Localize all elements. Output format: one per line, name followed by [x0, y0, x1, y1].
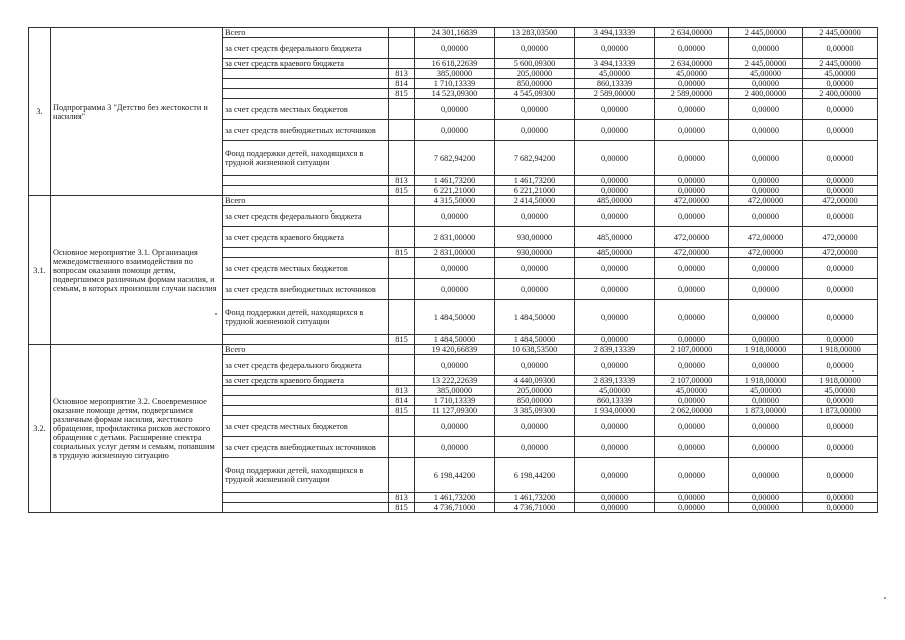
funding-source: Фонд поддержки детей, находящихся в трудной жизненной ситуации [223, 300, 389, 335]
amount-cell: 1 484,50000 [495, 300, 575, 335]
amount-cell: 0,00000 [803, 458, 878, 493]
amount-cell: 1 918,00000 [803, 376, 878, 386]
funding-source [223, 79, 389, 89]
table-body [29, 28, 878, 513]
agency-code: 815 [389, 248, 415, 258]
amount-cell: 0,00000 [729, 38, 803, 59]
agency-code [389, 437, 415, 458]
amount-cell: 0,00000 [655, 141, 729, 176]
amount-cell: 2 414,50000 [495, 196, 575, 206]
amount-cell: 0,00000 [655, 176, 729, 186]
agency-code: 814 [389, 396, 415, 406]
amount-cell: 0,00000 [803, 355, 878, 376]
funding-source [223, 493, 389, 503]
amount-cell: 2 589,00000 [655, 89, 729, 99]
amount-cell: 205,00000 [495, 69, 575, 79]
amount-cell: 0,00000 [655, 186, 729, 196]
funding-source: за счет средств внебюджетных источников [223, 437, 389, 458]
amount-cell: 1 873,00000 [803, 406, 878, 416]
funding-source [223, 386, 389, 396]
amount-cell: 1 918,00000 [729, 345, 803, 355]
agency-code [389, 376, 415, 386]
amount-cell: 1 461,73200 [495, 176, 575, 186]
amount-cell: 0,00000 [655, 335, 729, 345]
funding-source [223, 248, 389, 258]
amount-cell: 0,00000 [729, 396, 803, 406]
budget-table [28, 27, 878, 513]
amount-cell: 0,00000 [575, 120, 655, 141]
amount-cell: 2 445,00000 [729, 28, 803, 38]
amount-cell: 45,00000 [575, 69, 655, 79]
amount-cell: 2 589,00000 [575, 89, 655, 99]
amount-cell: 850,00000 [495, 396, 575, 406]
agency-code [389, 258, 415, 279]
program-name: Подпрограмма 3 "Детство без жестокости и насилия" [51, 28, 223, 196]
amount-cell: 0,00000 [415, 258, 495, 279]
amount-cell: 0,00000 [803, 176, 878, 186]
amount-cell: 860,13339 [575, 396, 655, 406]
funding-source: за счет средств местных бюджетов [223, 258, 389, 279]
amount-cell: 472,00000 [729, 248, 803, 258]
agency-code: 813 [389, 386, 415, 396]
funding-source: за счет средств местных бюджетов [223, 416, 389, 437]
agency-code: 814 [389, 79, 415, 89]
amount-cell: 472,00000 [803, 196, 878, 206]
amount-cell: 0,00000 [729, 120, 803, 141]
amount-cell: 0,00000 [415, 206, 495, 227]
amount-cell: 0,00000 [729, 79, 803, 89]
funding-source: Всего [223, 196, 389, 206]
amount-cell: 2 062,00000 [655, 406, 729, 416]
amount-cell: 385,00000 [415, 69, 495, 79]
agency-code [389, 99, 415, 120]
funding-source: за счет средств краевого бюджета [223, 227, 389, 248]
scan-speck [215, 313, 217, 315]
amount-cell: 6 198,44200 [495, 458, 575, 493]
amount-cell: 4 736,71000 [495, 503, 575, 513]
amount-cell: 7 682,94200 [495, 141, 575, 176]
amount-cell: 2 400,00000 [803, 89, 878, 99]
amount-cell: 0,00000 [575, 335, 655, 345]
amount-cell: 0,00000 [803, 503, 878, 513]
amount-cell: 0,00000 [803, 99, 878, 120]
amount-cell: 860,13339 [575, 79, 655, 89]
amount-cell: 472,00000 [803, 227, 878, 248]
amount-cell: 0,00000 [729, 493, 803, 503]
amount-cell: 19 420,66839 [415, 345, 495, 355]
amount-cell: 0,00000 [729, 206, 803, 227]
amount-cell: 385,00000 [415, 386, 495, 396]
table-row [29, 345, 878, 355]
agency-code [389, 38, 415, 59]
amount-cell: 2 445,00000 [803, 59, 878, 69]
agency-code [389, 206, 415, 227]
amount-cell: 0,00000 [803, 186, 878, 196]
amount-cell: 2 445,00000 [803, 28, 878, 38]
agency-code [389, 300, 415, 335]
agency-code [389, 59, 415, 69]
funding-source [223, 406, 389, 416]
amount-cell: 11 127,09300 [415, 406, 495, 416]
amount-cell: 6 198,44200 [415, 458, 495, 493]
funding-source: Всего [223, 345, 389, 355]
amount-cell: 0,00000 [575, 300, 655, 335]
amount-cell: 0,00000 [415, 38, 495, 59]
amount-cell: 2 634,00000 [655, 59, 729, 69]
amount-cell: 16 618,22639 [415, 59, 495, 69]
amount-cell: 4 315,50000 [415, 196, 495, 206]
amount-cell: 0,00000 [495, 437, 575, 458]
amount-cell: 0,00000 [729, 176, 803, 186]
amount-cell: 0,00000 [495, 279, 575, 300]
amount-cell: 4 736,71000 [415, 503, 495, 513]
amount-cell: 0,00000 [803, 335, 878, 345]
funding-source [223, 335, 389, 345]
amount-cell: 45,00000 [655, 69, 729, 79]
amount-cell: 0,00000 [655, 416, 729, 437]
table-row [29, 28, 878, 38]
amount-cell: 472,00000 [655, 248, 729, 258]
item-number: 3.1. [29, 196, 51, 345]
amount-cell: 45,00000 [575, 386, 655, 396]
amount-cell: 45,00000 [729, 386, 803, 396]
amount-cell: 0,00000 [495, 38, 575, 59]
amount-cell: 1 484,50000 [415, 300, 495, 335]
funding-source [223, 396, 389, 406]
amount-cell: 0,00000 [575, 176, 655, 186]
amount-cell: 0,00000 [803, 258, 878, 279]
agency-code [389, 416, 415, 437]
amount-cell: 0,00000 [803, 79, 878, 89]
scan-speck [852, 370, 854, 372]
amount-cell: 472,00000 [729, 227, 803, 248]
amount-cell: 485,00000 [575, 227, 655, 248]
agency-code [389, 458, 415, 493]
amount-cell: 0,00000 [415, 99, 495, 120]
amount-cell: 0,00000 [655, 206, 729, 227]
amount-cell: 3 385,09300 [495, 406, 575, 416]
amount-cell: 0,00000 [655, 493, 729, 503]
amount-cell: 14 523,09300 [415, 89, 495, 99]
agency-code: 815 [389, 186, 415, 196]
amount-cell: 0,00000 [655, 79, 729, 89]
funding-source: за счет средств внебюджетных источников [223, 279, 389, 300]
item-number: 3. [29, 28, 51, 196]
agency-code [389, 227, 415, 248]
amount-cell: 1 710,13339 [415, 396, 495, 406]
agency-code [389, 279, 415, 300]
funding-source [223, 69, 389, 79]
funding-source: за счет средств местных бюджетов [223, 99, 389, 120]
amount-cell: 2 634,00000 [655, 28, 729, 38]
amount-cell: 930,00000 [495, 227, 575, 248]
amount-cell: 0,00000 [655, 300, 729, 335]
funding-source: за счет средств краевого бюджета [223, 376, 389, 386]
scan-speck [884, 597, 886, 599]
agency-code [389, 345, 415, 355]
amount-cell: 0,00000 [495, 99, 575, 120]
table-row [29, 196, 878, 206]
funding-source [223, 503, 389, 513]
amount-cell: 0,00000 [495, 206, 575, 227]
amount-cell: 485,00000 [575, 196, 655, 206]
amount-cell: 0,00000 [803, 300, 878, 335]
amount-cell: 0,00000 [655, 99, 729, 120]
agency-code: 815 [389, 406, 415, 416]
amount-cell: 0,00000 [729, 503, 803, 513]
amount-cell: 0,00000 [575, 206, 655, 227]
amount-cell: 0,00000 [575, 437, 655, 458]
amount-cell: 0,00000 [415, 120, 495, 141]
amount-cell: 2 831,00000 [415, 248, 495, 258]
amount-cell: 0,00000 [729, 141, 803, 176]
amount-cell: 10 638,53500 [495, 345, 575, 355]
amount-cell: 0,00000 [495, 355, 575, 376]
agency-code: 813 [389, 176, 415, 186]
amount-cell: 0,00000 [415, 355, 495, 376]
amount-cell: 485,00000 [575, 248, 655, 258]
amount-cell: 1 484,50000 [415, 335, 495, 345]
agency-code [389, 28, 415, 38]
agency-code [389, 120, 415, 141]
amount-cell: 45,00000 [729, 69, 803, 79]
amount-cell: 0,00000 [729, 99, 803, 120]
amount-cell: 5 600,09300 [495, 59, 575, 69]
amount-cell: 0,00000 [575, 416, 655, 437]
amount-cell: 0,00000 [803, 437, 878, 458]
funding-source: за счет средств внебюджетных источников [223, 120, 389, 141]
amount-cell: 0,00000 [655, 503, 729, 513]
amount-cell: 1 461,73200 [415, 493, 495, 503]
amount-cell: 0,00000 [655, 396, 729, 406]
amount-cell: 24 301,16839 [415, 28, 495, 38]
amount-cell: 0,00000 [729, 300, 803, 335]
amount-cell: 0,00000 [803, 38, 878, 59]
amount-cell: 0,00000 [575, 279, 655, 300]
amount-cell: 0,00000 [729, 258, 803, 279]
funding-source: Фонд поддержки детей, находящихся в трудной жизненной ситуации [223, 141, 389, 176]
amount-cell: 0,00000 [803, 396, 878, 406]
funding-source: за счет средств федерального бюджета [223, 206, 389, 227]
amount-cell: 1 461,73200 [495, 493, 575, 503]
amount-cell: 472,00000 [655, 227, 729, 248]
agency-code [389, 141, 415, 176]
amount-cell: 2 839,13339 [575, 345, 655, 355]
agency-code [389, 196, 415, 206]
funding-source: Фонд поддержки детей, находящихся в трудной жизненной ситуации [223, 458, 389, 493]
amount-cell: 0,00000 [575, 186, 655, 196]
agency-code: 815 [389, 89, 415, 99]
amount-cell: 0,00000 [729, 355, 803, 376]
amount-cell: 2 839,13339 [575, 376, 655, 386]
amount-cell: 0,00000 [655, 120, 729, 141]
amount-cell: 0,00000 [803, 279, 878, 300]
program-name: Основное мероприятие 3.2. Своевременное оказание помощи детям, подвергшимся различным формам насилия, жестокого обращения, профилактика рисков жестокого обращения с детьми. Расширение спектра социальных услуг детям и семьям, попавшим в трудную жизненную ситуацию [51, 345, 223, 513]
amount-cell: 0,00000 [415, 437, 495, 458]
amount-cell: 0,00000 [803, 206, 878, 227]
amount-cell: 0,00000 [495, 120, 575, 141]
amount-cell: 4 545,09300 [495, 89, 575, 99]
amount-cell: 0,00000 [655, 355, 729, 376]
amount-cell: 0,00000 [729, 186, 803, 196]
amount-cell: 1 918,00000 [729, 376, 803, 386]
amount-cell: 0,00000 [803, 493, 878, 503]
funding-source: за счет средств краевого бюджета [223, 59, 389, 69]
amount-cell: 850,00000 [495, 79, 575, 89]
funding-source: за счет средств федерального бюджета [223, 355, 389, 376]
amount-cell: 0,00000 [729, 458, 803, 493]
funding-source [223, 89, 389, 99]
amount-cell: 2 445,00000 [729, 59, 803, 69]
amount-cell: 0,00000 [415, 416, 495, 437]
amount-cell: 0,00000 [803, 416, 878, 437]
item-number: 3.2. [29, 345, 51, 513]
amount-cell: 0,00000 [729, 416, 803, 437]
amount-cell: 6 221,21000 [415, 186, 495, 196]
amount-cell: 0,00000 [575, 493, 655, 503]
amount-cell: 1 710,13339 [415, 79, 495, 89]
amount-cell: 0,00000 [575, 355, 655, 376]
amount-cell: 0,00000 [803, 141, 878, 176]
amount-cell: 0,00000 [729, 335, 803, 345]
amount-cell: 45,00000 [803, 69, 878, 79]
amount-cell: 1 873,00000 [729, 406, 803, 416]
amount-cell: 0,00000 [729, 437, 803, 458]
amount-cell: 0,00000 [575, 503, 655, 513]
amount-cell: 2 400,00000 [729, 89, 803, 99]
amount-cell: 3 494,13339 [575, 28, 655, 38]
amount-cell: 13 283,03500 [495, 28, 575, 38]
amount-cell: 930,00000 [495, 248, 575, 258]
amount-cell: 6 221,21000 [495, 186, 575, 196]
amount-cell: 0,00000 [575, 258, 655, 279]
amount-cell: 0,00000 [415, 279, 495, 300]
agency-code: 815 [389, 503, 415, 513]
program-name: Основное мероприятие 3.1. Организация межведомственного взаимодействия по вопросам оказания помощи детям, подвергшимся различным формам насилия, и семьям, в которых произошли случаи насилия [51, 196, 223, 345]
funding-source [223, 176, 389, 186]
agency-code: 813 [389, 493, 415, 503]
amount-cell: 0,00000 [575, 141, 655, 176]
amount-cell: 45,00000 [655, 386, 729, 396]
amount-cell: 45,00000 [803, 386, 878, 396]
scan-speck [330, 210, 332, 212]
amount-cell: 3 494,13339 [575, 59, 655, 69]
amount-cell: 0,00000 [803, 120, 878, 141]
amount-cell: 4 440,09300 [495, 376, 575, 386]
amount-cell: 0,00000 [655, 38, 729, 59]
amount-cell: 205,00000 [495, 386, 575, 396]
funding-source [223, 186, 389, 196]
amount-cell: 0,00000 [655, 437, 729, 458]
amount-cell: 472,00000 [729, 196, 803, 206]
amount-cell: 1 461,73200 [415, 176, 495, 186]
amount-cell: 2 831,00000 [415, 227, 495, 248]
funding-source: Всего [223, 28, 389, 38]
amount-cell: 0,00000 [575, 38, 655, 59]
amount-cell: 2 107,00000 [655, 376, 729, 386]
amount-cell: 1 918,00000 [803, 345, 878, 355]
amount-cell: 0,00000 [729, 279, 803, 300]
amount-cell: 0,00000 [575, 458, 655, 493]
amount-cell: 0,00000 [575, 99, 655, 120]
amount-cell: 1 934,00000 [575, 406, 655, 416]
agency-code: 813 [389, 69, 415, 79]
amount-cell: 472,00000 [803, 248, 878, 258]
agency-code: 815 [389, 335, 415, 345]
amount-cell: 0,00000 [655, 279, 729, 300]
amount-cell: 0,00000 [495, 258, 575, 279]
funding-source: за счет средств федерального бюджета [223, 38, 389, 59]
amount-cell: 0,00000 [655, 258, 729, 279]
amount-cell: 0,00000 [655, 458, 729, 493]
amount-cell: 13 222,22639 [415, 376, 495, 386]
amount-cell: 1 484,50000 [495, 335, 575, 345]
amount-cell: 0,00000 [495, 416, 575, 437]
amount-cell: 472,00000 [655, 196, 729, 206]
agency-code [389, 355, 415, 376]
amount-cell: 2 107,00000 [655, 345, 729, 355]
amount-cell: 7 682,94200 [415, 141, 495, 176]
